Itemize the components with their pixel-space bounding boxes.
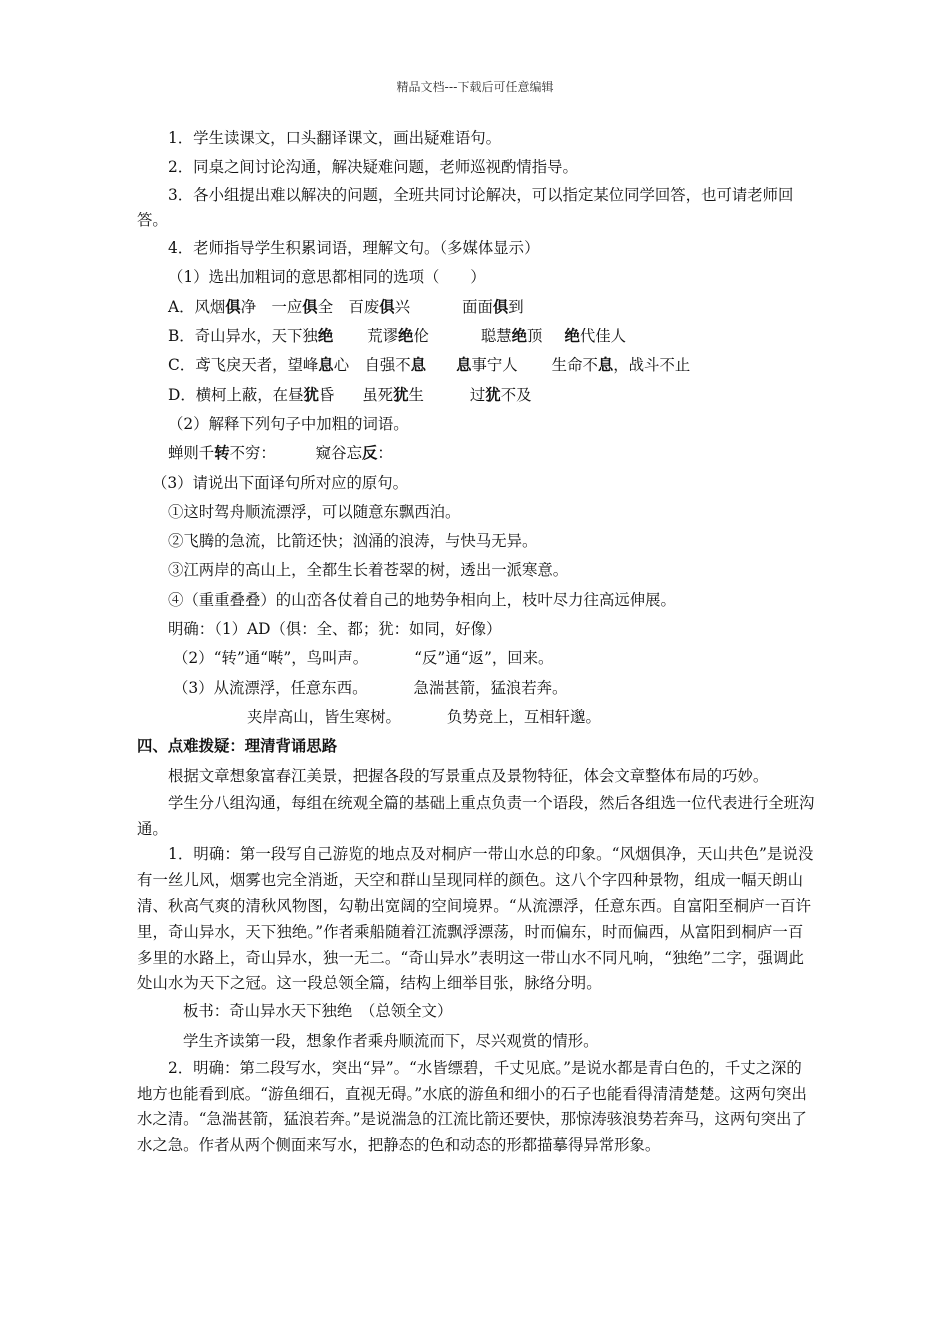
question-2: （2）解释下列句子中加粗的词语。	[168, 414, 409, 433]
answer-1: 明确：（1）AD（俱：全、都；犹：如同，好像）	[168, 620, 502, 639]
translation-2: ②飞腾的急流，比箭还快；汹涌的浪涛，与快马无异。	[168, 532, 538, 551]
step-3: 3．各小组提出难以解决的问题，全班共同讨论解决，可以指定某位同学回答，也可请老师回答。	[137, 185, 794, 230]
question-2-items: 蝉则千转不穷： 窥谷忘反：	[168, 444, 393, 463]
question-3: （3）请说出下面译句所对应的原句。	[152, 473, 409, 492]
document-body	[137, 124, 817, 1159]
answer-3: （3）从流漂浮，任意东西。 急湍甚箭，猛浪若奔。	[173, 678, 568, 697]
section-para-3: 1．明确：第一段写自己游览的地点及对桐庐一带山水总的印象。“风烟俱净，天山共色”是说没有一丝儿风，烟雾也完全消逝，天空和群山呈现同样的颜色。这八个字四种景物，组成一幅天朗山清、秋高气爽的清秋风物图，勾勒出宽阔的空间境界。“从流漂浮，任意东西。自富阳至桐庐一百许里，奇山异水，天下独绝。”作者乘船随着江流飘浮漂荡，时而偏东，时而偏西，从富阳到桐庐一百多里的水路上，奇山异水，独一无二。“奇山异水”表明这一带山水不同凡响，“独绝”二字，强调此处山水为天下之冠。这一段总领全篇，结构上细举目张，脉络分明。	[137, 845, 814, 993]
option-b: B．奇山异水，天下独绝 荒谬绝伦 聪慧绝顶 绝代佳人	[168, 327, 627, 346]
translation-3: ③江两岸的高山上，全都生长着苍翠的树，透出一派寒意。	[168, 561, 569, 580]
step-4: 4．老师指导学生积累词语，理解文句。（多媒体显示）	[168, 239, 540, 258]
option-d: D．横柯上蔽，在昼犹昏 虽死犹生 过犹不及	[168, 385, 532, 404]
board-note: 板书：奇山异水天下独绝 （总领全文）	[183, 1002, 453, 1021]
section-para-1: 根据文章想象富春江美景，把握各段的写景重点及景物特征，体会文章整体布局的巧妙。	[168, 766, 769, 785]
answer-3-cont: 夹岸高山，皆生寒树。 负势竞上，互相轩邈。	[247, 707, 601, 726]
option-a: A．风烟俱净 一应俱全 百废俱兴 面面俱到	[168, 297, 524, 316]
section-heading: 四、点难拨疑：理清背诵思路	[137, 737, 338, 756]
translation-1: ①这时驾舟顺流漂浮，可以随意东飘西泊。	[168, 502, 461, 521]
answer-2: （2）“转”通“啭”，鸟叫声。 “反”通“返”，回来。	[173, 649, 554, 668]
section-para-4: 学生齐读第一段，想象作者乘舟顺流而下，尽兴观赏的情形。	[183, 1031, 599, 1050]
question-1: （1）选出加粗词的意思都相同的选项（ ）	[168, 268, 486, 287]
step-2: 2．同桌之间讨论沟通，解决疑难问题，老师巡视酌情指导。	[168, 158, 578, 177]
translation-4: ④（重重叠叠）的山峦各仗着自己的地势争相向上，枝叶尽力往高远伸展。	[168, 590, 676, 609]
section-para-2: 学生分八组沟通，每组在统观全篇的基础上重点负责一个语段，然后各组选一位代表进行全班沟通。	[137, 793, 815, 838]
page-header: 精品文档---下载后可任意编辑	[396, 80, 554, 94]
step-1: 1．学生读课文，口头翻译课文，画出疑难语句。	[168, 129, 501, 147]
option-c: C．鸢飞戾天者，望峰息心 自强不息 息事宁人 生命不息，战斗不止	[168, 356, 691, 375]
section-para-5: 2．明确：第二段写水，突出“异”。“水皆缥碧，千丈见底。”是说水都是青白色的，千丈之深的地方也能看到底。“游鱼细石，直视无碍。”水底的游鱼和细小的石子也能看得清清楚楚。这两句突出水之清。“急湍甚箭，猛浪若奔。”是说湍急的江流比箭还要快，那惊涛骇浪势若奔马，这两句突出了水之急。作者从两个侧面来写水，把静态的色和动态的形都描摹得异常形象。	[137, 1058, 807, 1155]
